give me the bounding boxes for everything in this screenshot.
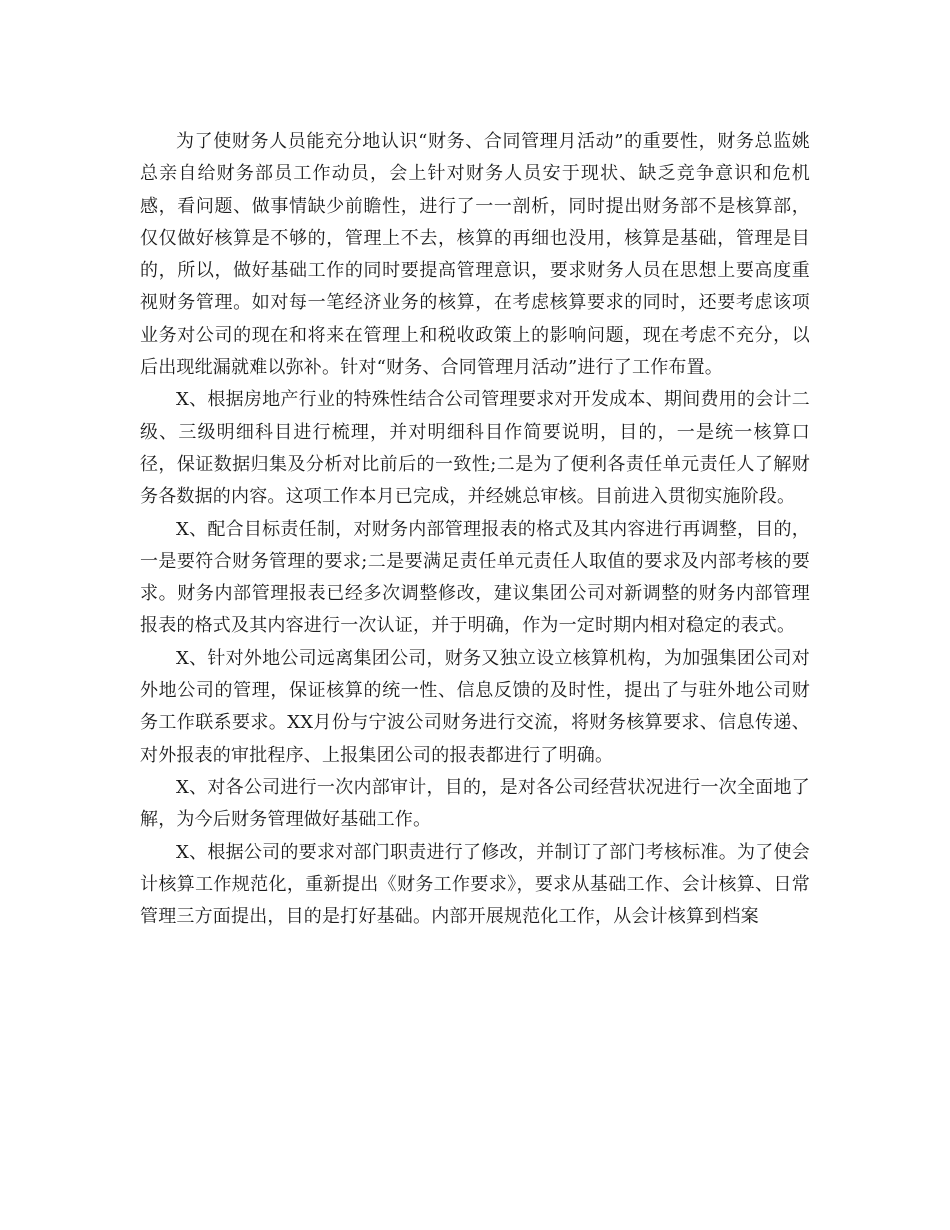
- paragraph-2: X、根据房地产行业的特殊性结合公司管理要求对开发成本、期间费用的会计二级、三级明细科目进行梳理，并对明细科目作简要说明，目的，一是统一核算口径，保证数据归集及分析对比前后的一致性;二是为了便利各责任单元责任人了解财务各数据的内容。这项工作本月已完成，并经姚总审核。目前进入贯彻实施阶段。: [140, 389, 810, 508]
- paragraph-3: X、配合目标责任制，对财务内部管理报表的格式及其内容进行再调整，目的，一是要符合财务管理的要求;二是要满足责任单元责任人取值的要求及内部考核的要求。财务内部管理报表已经多次调整修改，建议集团公司对新调整的财务内部管理报表的格式及其内容进行一次认证，并于明确，作为一定时期内相对稳定的表式。: [140, 518, 810, 637]
- paragraph-6: X、根据公司的要求对部门职责进行了修改，并制订了部门考核标准。为了使会计核算工作规范化，重新提出《财务工作要求》，要求从基础工作、会计核算、日常管理三方面提出，目的是打好基础。内部开展规范化工作，从会计核算到档案: [140, 841, 810, 928]
- document-body: [140, 126, 810, 933]
- paragraph-4: X、针对外地公司远离集团公司，财务又独立设立核算机构，为加强集团公司对外地公司的管理，保证核算的统一性、信息反馈的及时性，提出了与驻外地公司财务工作联系要求。XX月份与宁波公司财务进行交流，将财务核算要求、信息传递、对外报表的审批程序、上报集团公司的报表都进行了明确。: [140, 647, 810, 766]
- paragraph-5: X、对各公司进行一次内部审计，目的，是对各公司经营状况进行一次全面地了解，为今后财务管理做好基础工作。: [140, 776, 810, 831]
- paragraph-1: 为了使财务人员能充分地认识“财务、合同管理月活动”的重要性，财务总监姚总亲自给财务部员工作动员，会上针对财务人员安于现状、缺乏竞争意识和危机感，看问题、做事情缺少前瞻性，进行了一一剖析，同时提出财务部不是核算部，仅仅做好核算是不够的，管理上不去，核算的再细也没用，核算是基础，管理是目的，所以，做好基础工作的同时要提高管理意识，要求财务人员在思想上要高度重视财务管理。如对每一笔经济业务的核算，在考虑核算要求的同时，还要考虑该项业务对公司的现在和将来在管理上和税收政策上的影响问题，现在考虑不充分，以后出现纰漏就难以弥补。针对“财务、合同管理月活动”进行了工作布置。: [140, 131, 810, 379]
